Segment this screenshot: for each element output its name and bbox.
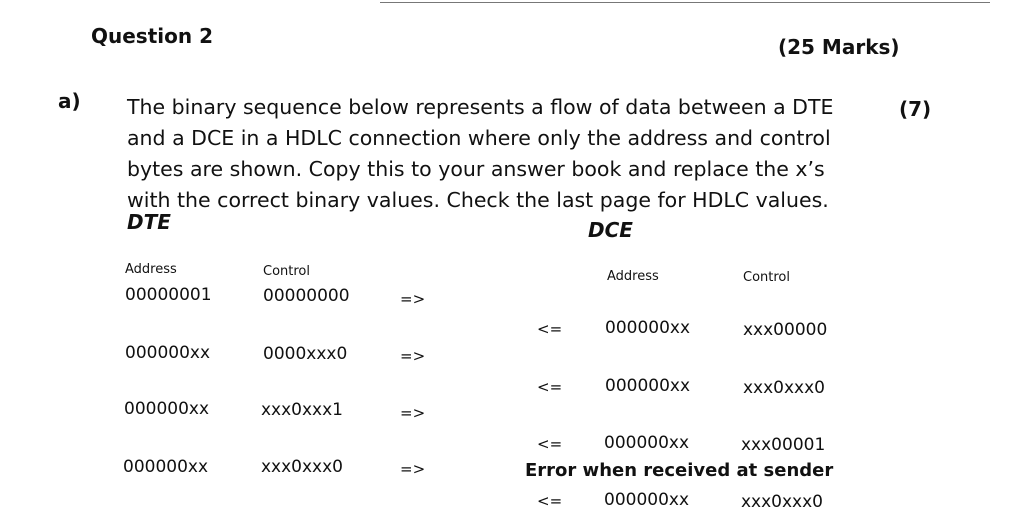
- dte-address-value: 00000001: [125, 285, 212, 305]
- dce-control-value: xxx0xxx0: [743, 378, 825, 398]
- dce-control-value: xxx0xxx0: [741, 492, 823, 512]
- receive-arrow: <=: [537, 320, 563, 338]
- dce-control-header: Control: [743, 270, 790, 285]
- dte-control-value: xxx0xxx1: [261, 400, 343, 420]
- part-marks: (7): [899, 97, 932, 121]
- question-text: [127, 92, 867, 216]
- question-text-line: and a DCE in a HDLC connection where only the address and control: [127, 126, 831, 150]
- dte-address-value: 000000xx: [125, 343, 211, 363]
- header-rule: [380, 2, 990, 3]
- dce-control-value: xxx00000: [743, 320, 828, 340]
- dte-address-value: 000000xx: [124, 399, 210, 419]
- dte-heading: DTE: [127, 210, 171, 234]
- dte-control-value: xxx0xxx0: [261, 457, 343, 477]
- dce-address-header: Address: [607, 269, 659, 284]
- error-note: Error when received at sender: [525, 460, 834, 481]
- send-arrow: =>: [400, 460, 426, 478]
- send-arrow: =>: [400, 290, 426, 308]
- question-marks: (25 Marks): [778, 35, 900, 59]
- dce-heading: DCE: [588, 218, 633, 242]
- dce-address-value: 000000xx: [604, 433, 690, 453]
- question-text-line: bytes are shown. Copy this to your answer book and replace the x’s: [127, 157, 825, 181]
- question-title: Question 2: [91, 24, 213, 48]
- dte-address-value: 000000xx: [123, 457, 209, 477]
- dte-address-header: Address: [125, 262, 177, 277]
- dce-control-value: xxx00001: [741, 435, 826, 455]
- send-arrow: =>: [400, 404, 426, 422]
- dce-address-value: 000000xx: [605, 318, 691, 338]
- dce-address-value: 000000xx: [604, 490, 690, 510]
- dce-address-value: 000000xx: [605, 376, 691, 396]
- part-label: a): [58, 89, 81, 113]
- receive-arrow: <=: [537, 378, 563, 396]
- receive-arrow: <=: [537, 435, 563, 453]
- send-arrow: =>: [400, 347, 426, 365]
- dte-control-header: Control: [263, 264, 310, 279]
- dte-control-value: 0000xxx0: [263, 344, 348, 364]
- question-text-line: with the correct binary values. Check the last page for HDLC values.: [127, 188, 829, 212]
- receive-arrow: <=: [537, 492, 563, 510]
- dte-control-value: 00000000: [263, 286, 350, 306]
- question-text-line: The binary sequence below represents a flow of data between a DTE: [127, 95, 834, 119]
